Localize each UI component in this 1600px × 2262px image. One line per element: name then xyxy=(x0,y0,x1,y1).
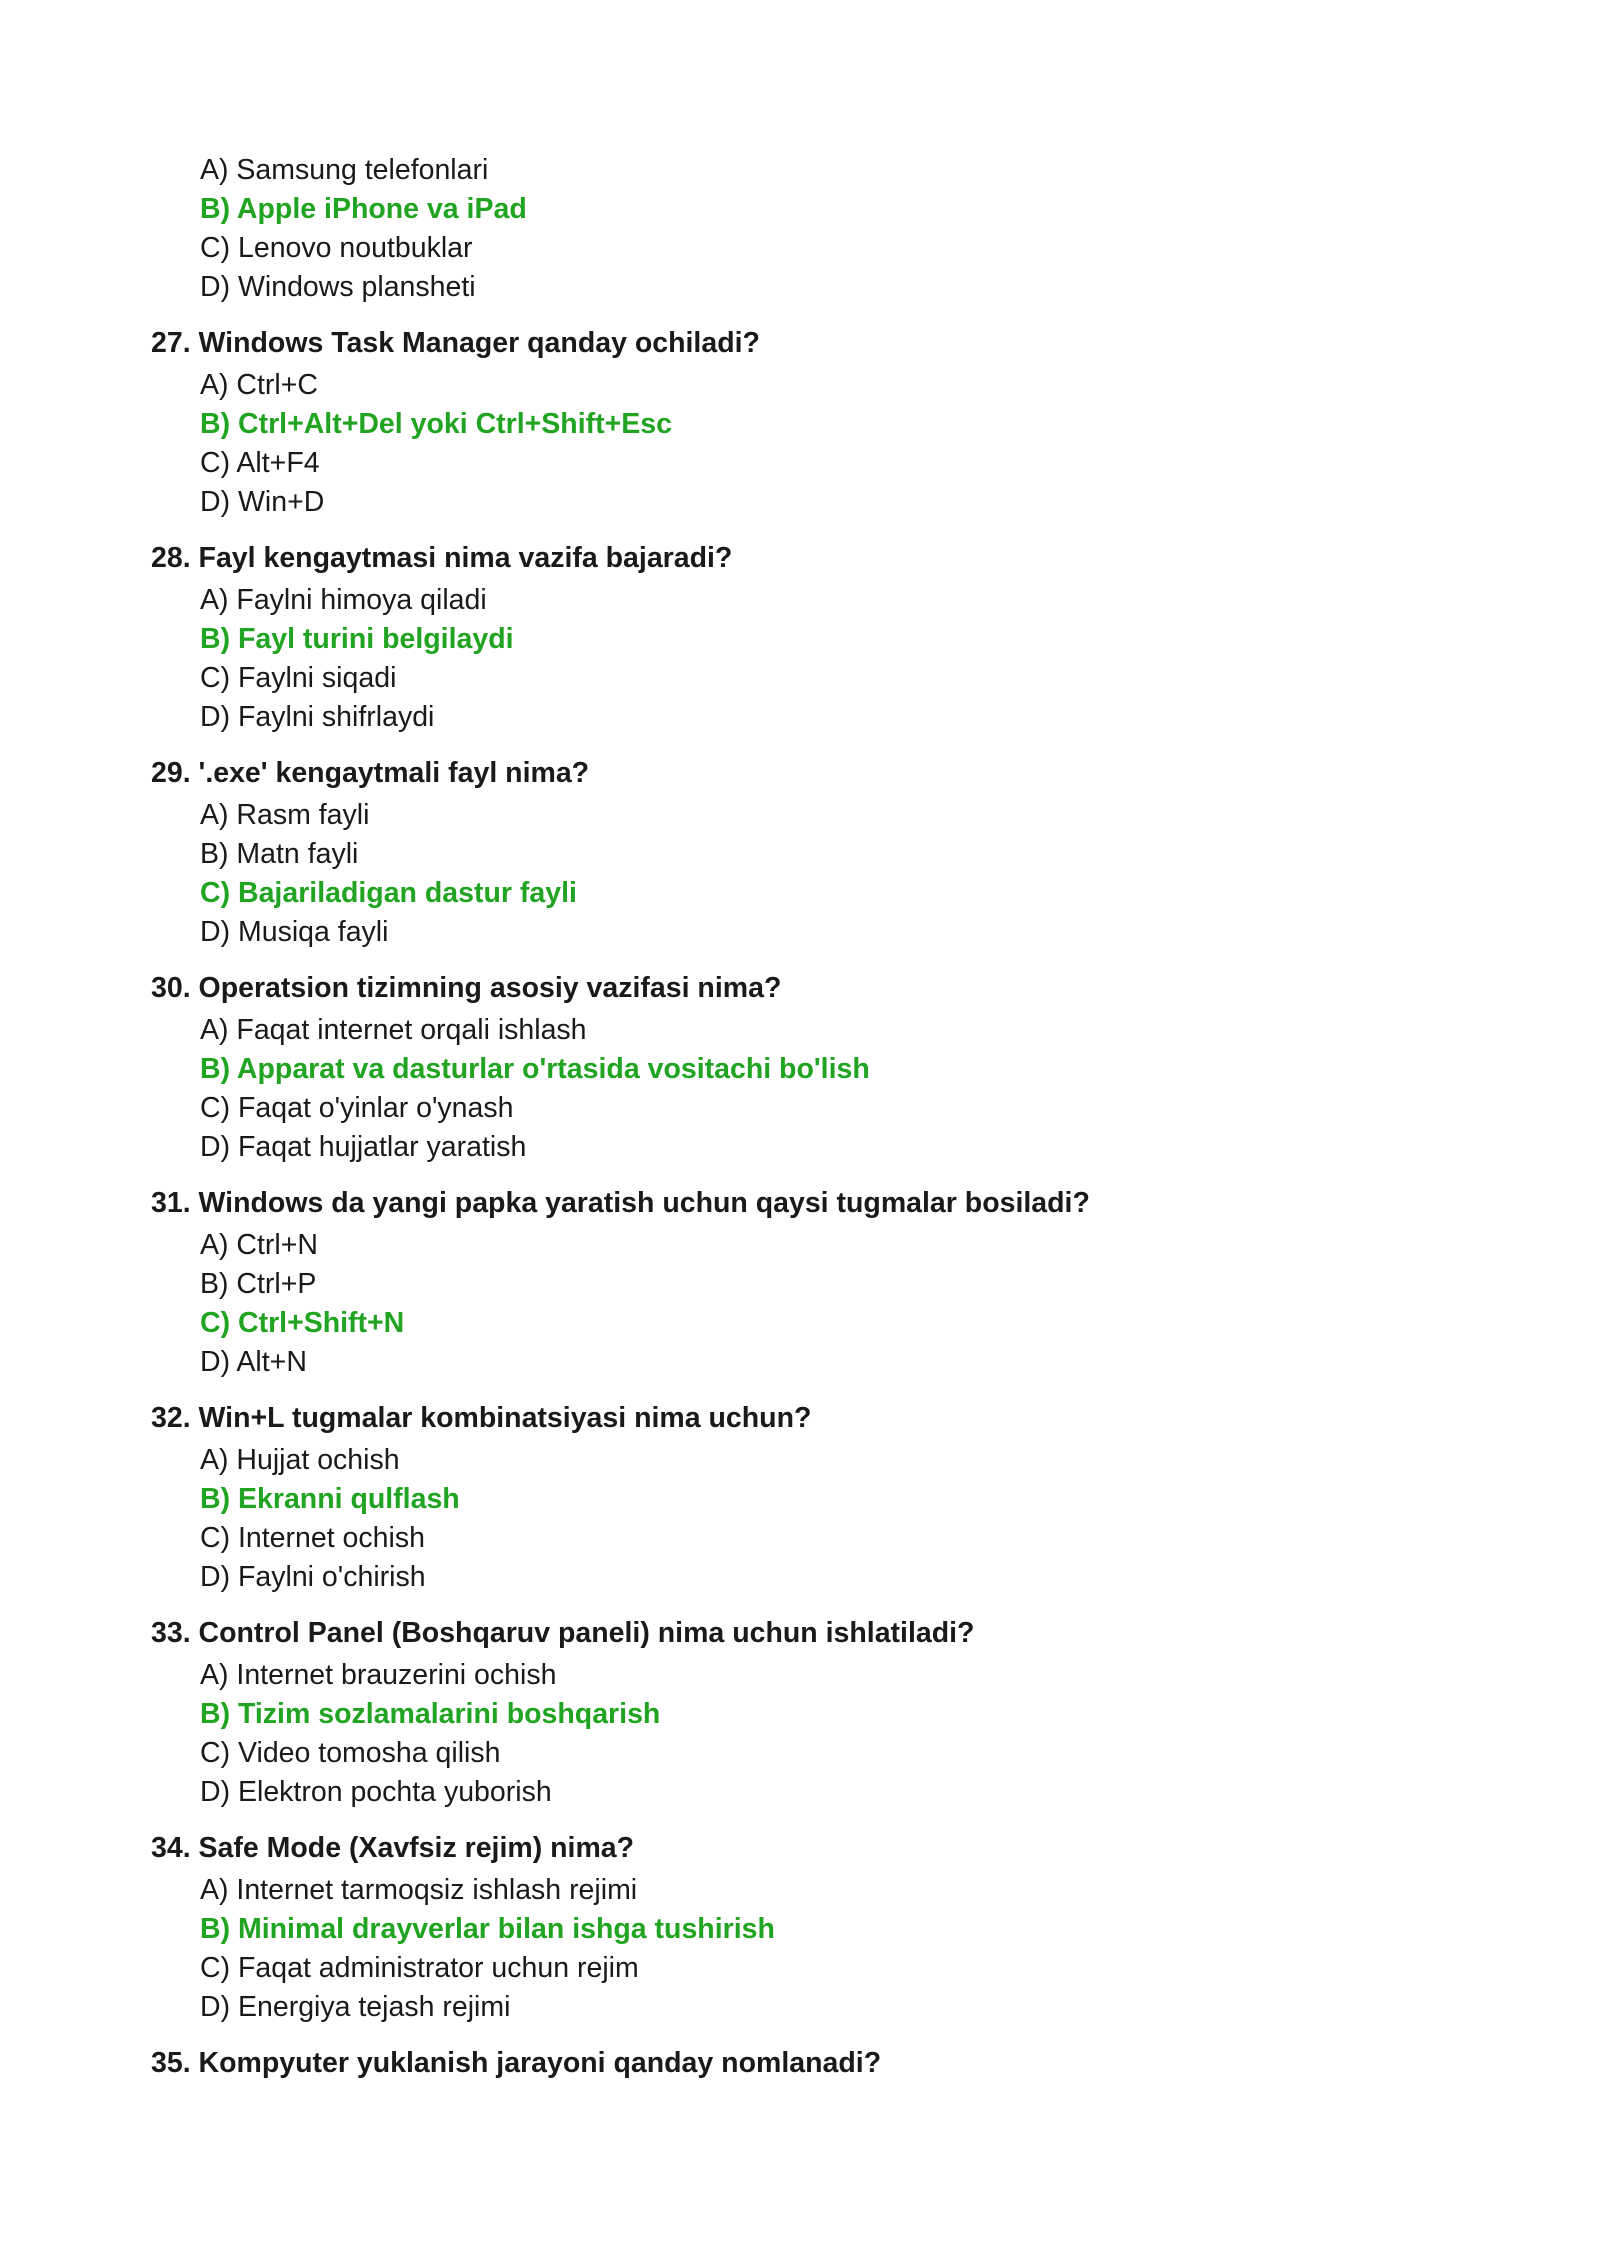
answer-option: A) Hujjat ochish xyxy=(200,1444,400,1476)
question-title: 31. Windows da yangi papka yaratish uchun qaysi tugmalar bosiladi? xyxy=(151,1187,1090,1219)
answer-option: C) Bajariladigan dastur fayli xyxy=(200,877,577,909)
question-title: 33. Control Panel (Boshqaruv paneli) nima uchun ishlatiladi? xyxy=(151,1617,975,1649)
answer-option: D) Faylni o'chirish xyxy=(200,1561,426,1593)
answer-option: B) Apple iPhone va iPad xyxy=(200,193,527,225)
answer-option: A) Rasm fayli xyxy=(200,799,370,831)
question-title: 30. Operatsion tizimning asosiy vazifasi nima? xyxy=(151,972,782,1004)
answer-option: D) Musiqa fayli xyxy=(200,916,389,948)
answer-option: D) Energiya tejash rejimi xyxy=(200,1991,511,2023)
answer-option: A) Ctrl+N xyxy=(200,1229,318,1261)
answer-option: A) Faqat internet orqali ishlash xyxy=(200,1014,587,1046)
answer-option: C) Faqat o'yinlar o'ynash xyxy=(200,1092,514,1124)
answer-option: C) Video tomosha qilish xyxy=(200,1737,501,1769)
answer-option: D) Win+D xyxy=(200,486,325,518)
answer-option: D) Alt+N xyxy=(200,1346,307,1378)
answer-option: C) Alt+F4 xyxy=(200,447,320,479)
answer-option: A) Samsung telefonlari xyxy=(200,154,489,186)
answer-option: B) Tizim sozlamalarini boshqarish xyxy=(200,1698,661,1730)
answer-option: B) Ctrl+P xyxy=(200,1268,317,1300)
answer-option: B) Apparat va dasturlar o'rtasida vositachi bo'lish xyxy=(200,1053,870,1085)
answer-option: B) Fayl turini belgilaydi xyxy=(200,623,514,655)
answer-option: D) Windows plansheti xyxy=(200,271,476,303)
answer-option: B) Ctrl+Alt+Del yoki Ctrl+Shift+Esc xyxy=(200,408,672,440)
question-title: 28. Fayl kengaytmasi nima vazifa bajaradi? xyxy=(151,542,733,574)
question-title: 32. Win+L tugmalar kombinatsiyasi nima uchun? xyxy=(151,1402,812,1434)
answer-option: A) Internet brauzerini ochish xyxy=(200,1659,557,1691)
question-title: 27. Windows Task Manager qanday ochiladi? xyxy=(151,327,760,359)
question-title: 35. Kompyuter yuklanish jarayoni qanday nomlanadi? xyxy=(151,2047,882,2079)
question-title: 34. Safe Mode (Xavfsiz rejim) nima? xyxy=(151,1832,635,1864)
answer-option: C) Lenovo noutbuklar xyxy=(200,232,473,264)
answer-option: C) Internet ochish xyxy=(200,1522,425,1554)
answer-option: B) Ekranni qulflash xyxy=(200,1483,460,1515)
answer-option: D) Faylni shifrlaydi xyxy=(200,701,435,733)
answer-option: A) Faylni himoya qiladi xyxy=(200,584,487,616)
question-title: 29. '.exe' kengaytmali fayl nima? xyxy=(151,757,590,789)
answer-option: A) Ctrl+C xyxy=(200,369,318,401)
answer-option: C) Ctrl+Shift+N xyxy=(200,1307,405,1339)
answer-option: B) Minimal drayverlar bilan ishga tushirish xyxy=(200,1913,775,1945)
answer-option: C) Faqat administrator uchun rejim xyxy=(200,1952,639,1984)
answer-option: A) Internet tarmoqsiz ishlash rejimi xyxy=(200,1874,638,1906)
answer-option: D) Elektron pochta yuborish xyxy=(200,1776,552,1808)
answer-option: D) Faqat hujjatlar yaratish xyxy=(200,1131,527,1163)
answer-option: C) Faylni siqadi xyxy=(200,662,397,694)
answer-option: B) Matn fayli xyxy=(200,838,359,870)
